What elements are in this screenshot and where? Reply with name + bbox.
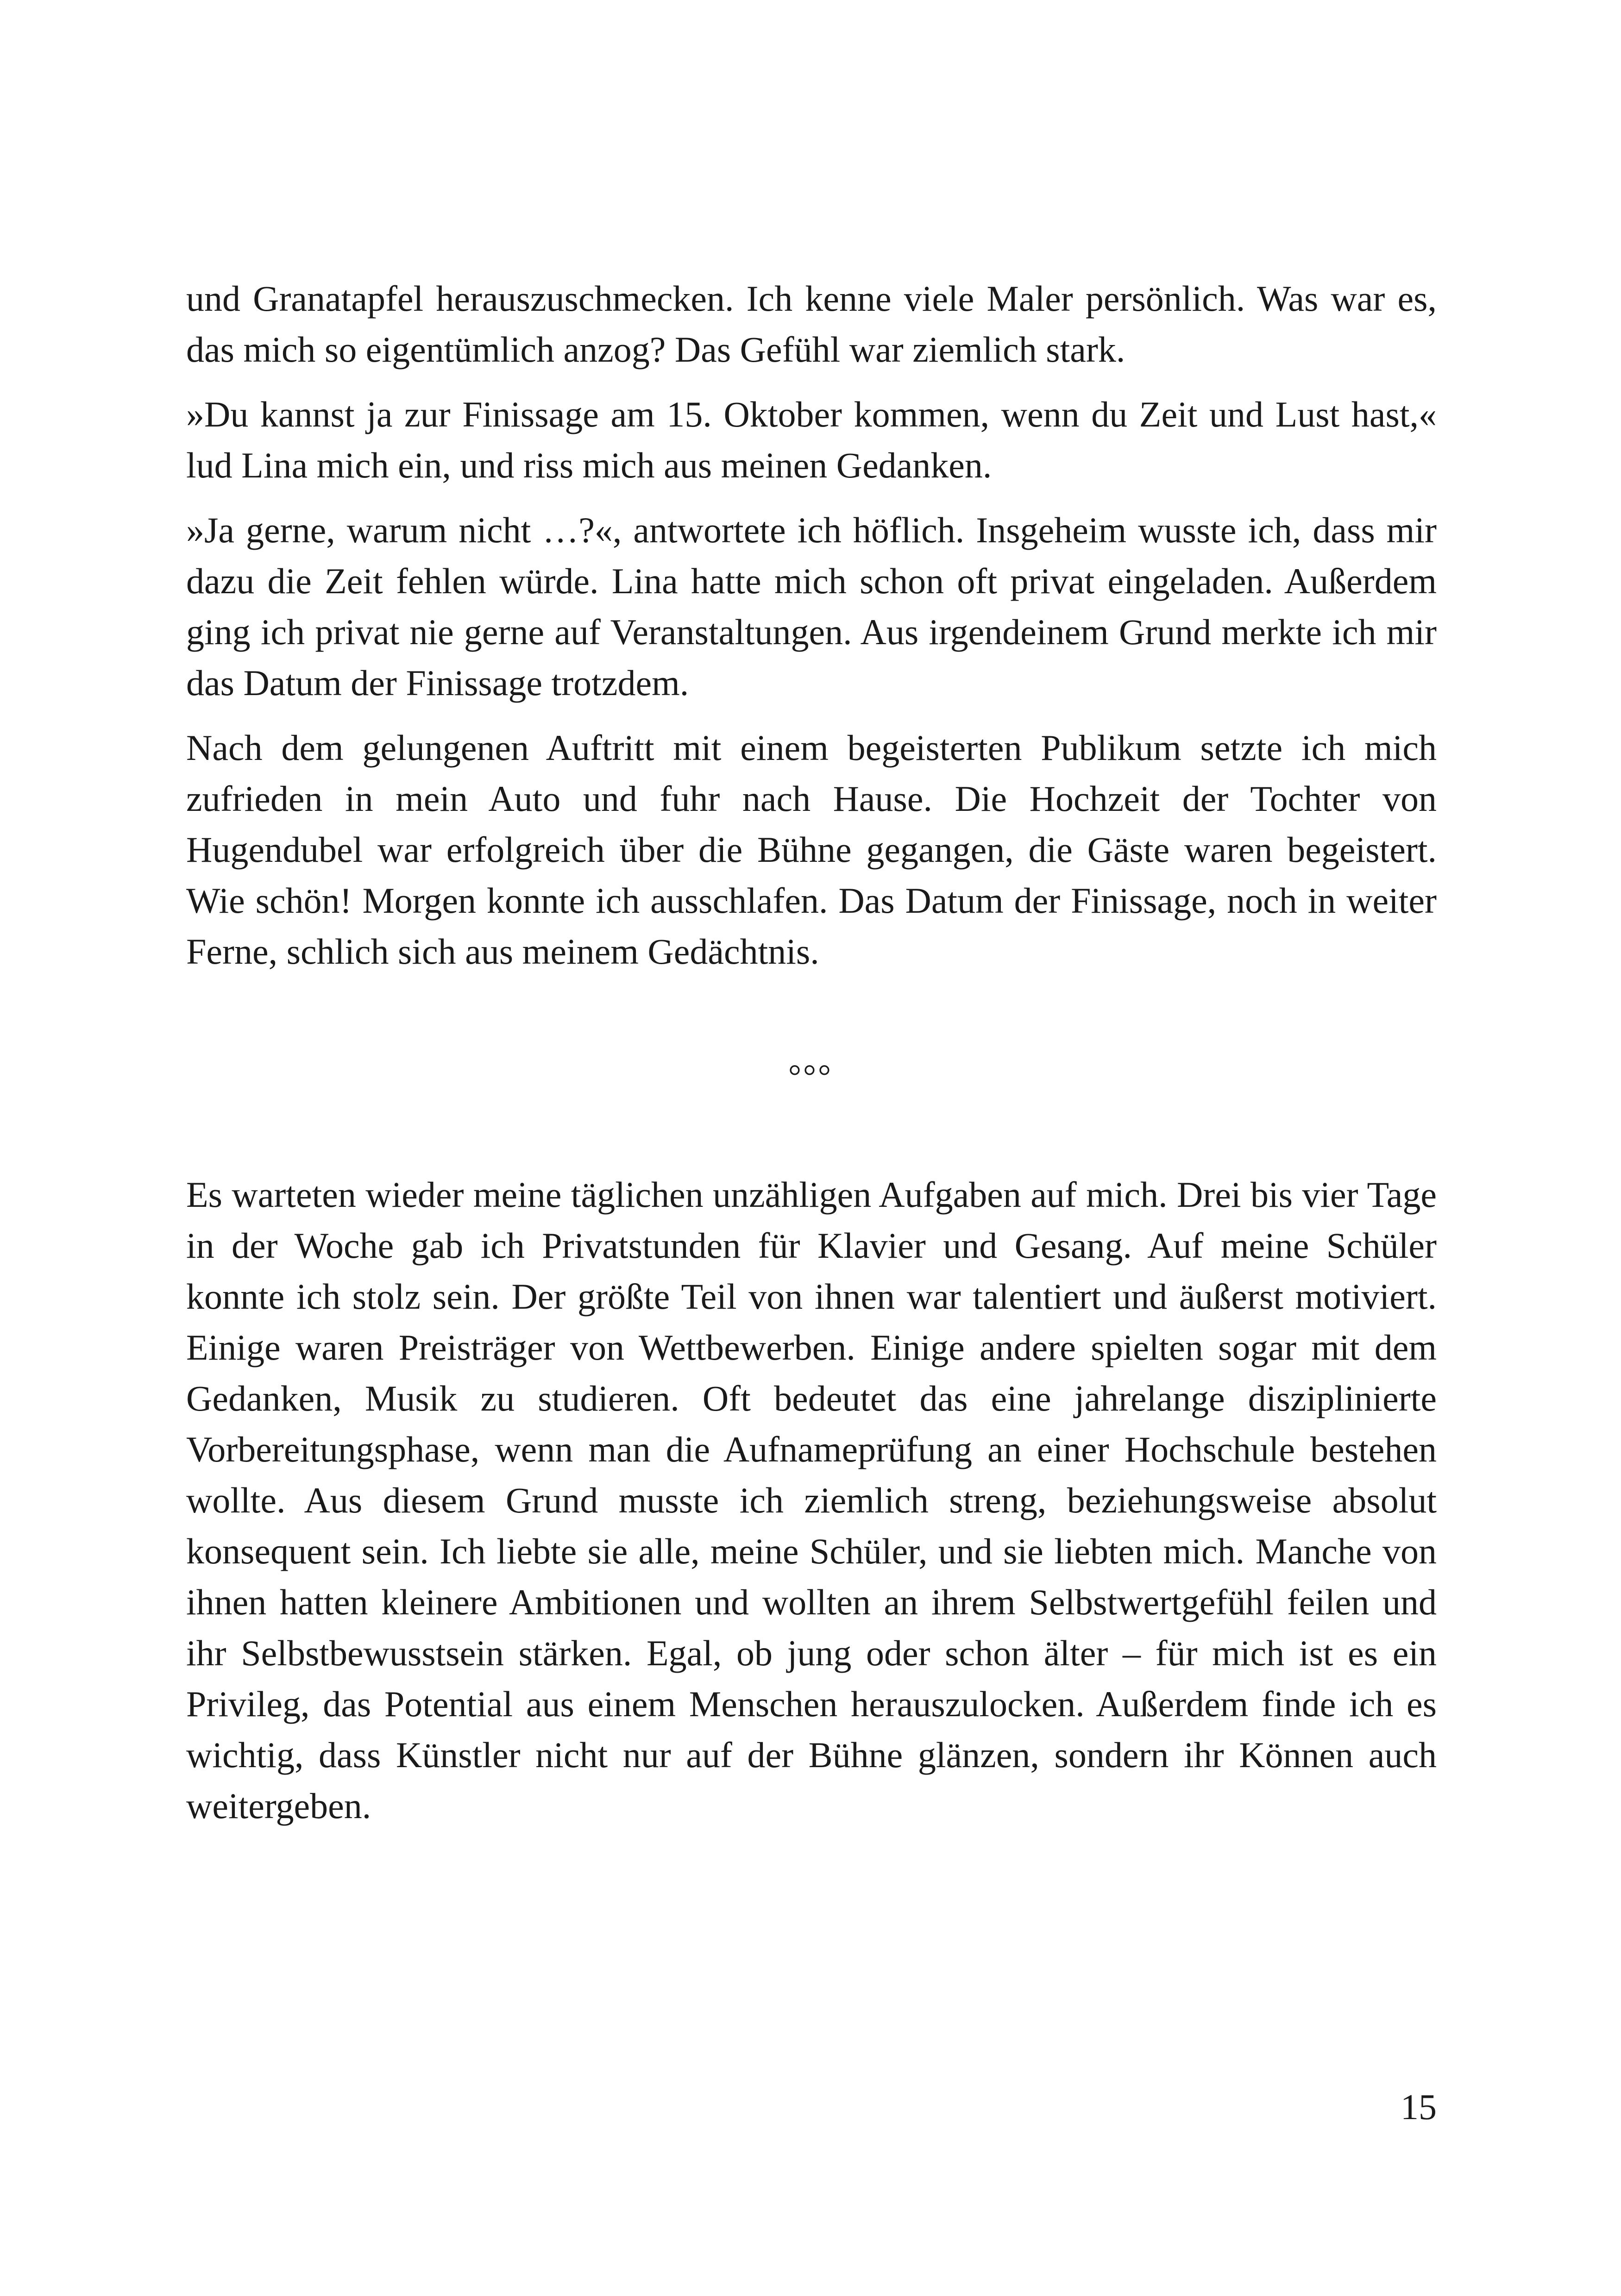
text-section-1	[186, 273, 1437, 991]
paragraph: »Ja gerne, warum nicht …?«, antwortete ich höflich. Insgeheim wusste ich, dass mir dazu die Zeit fehlen würde. Lina hatte mich schon oft privat eingeladen. Außerdem ging ich privat nie gerne auf Veranstaltungen. Aus irgendeinem Grund merkte ich mir das Datum der Finissage trotzdem.	[186, 510, 1437, 703]
paragraph: »Du kannst ja zur Finissage am 15. Oktober kommen, wenn du Zeit und Lust hast,« lud Lina mich ein, und riss mich aus meinen Gedanken.	[186, 394, 1437, 485]
paragraph: Nach dem gelungenen Auftritt mit einem begeisterten Publikum setzte ich mich zufrieden in mein Auto und fuhr nach Hause. Die Hochzeit der Tochter von Hugendubel war erfolgreich über die Bühne gegangen, die Gäste waren begeistert. Wie schön! Morgen konnte ich ausschlafen. Das Datum der Finissage, noch in weiter Ferne, schlich sich aus meinem Gedächtnis.	[186, 728, 1437, 972]
paragraph: und Granatapfel herauszuschmecken. Ich kenne viele Maler persönlich. Was war es, das mich so eigentümlich anzog? Das Gefühl war ziemlich stark.	[186, 278, 1437, 370]
text-section-2	[186, 1169, 1437, 1845]
paragraph: Es warteten wieder meine täglichen unzähligen Aufgaben auf mich. Drei bis vier Tage in der Woche gab ich Privatstunden für Klavier und Gesang. Auf meine Schüler konnte ich stolz sein. Der größte Teil von ihnen war talentiert und äußerst motiviert. Einige waren Preisträger von Wettbewerben. Einige andere spielten sogar mit dem Gedanken, Musik zu studieren. Oft bedeutet das eine jahrelange disziplinierte Vorbereitungsphase, wenn man die Aufnameprüfung an einer Hochschule bestehen wollte. Aus diesem Grund musste ich ziemlich streng, beziehungsweise absolut konsequent sein. Ich liebte sie alle, meine Schüler, und sie liebten mich. Manche von ihnen hatten kleinere Ambitionen und wollten an ihrem Selbstwertgefühl feilen und ihr Selbstbewusstsein stärken. Egal, ob jung oder schon älter – für mich ist es ein Privileg, das Potential aus einem Menschen herauszulocken. Außerdem finde ich es wichtig, dass Künstler nicht nur auf der Bühne glänzen, sondern ihr Können auch weitergeben.	[186, 1174, 1437, 1826]
page-number: 15	[1401, 2087, 1437, 2127]
section-separator: °°°	[788, 1059, 833, 1094]
